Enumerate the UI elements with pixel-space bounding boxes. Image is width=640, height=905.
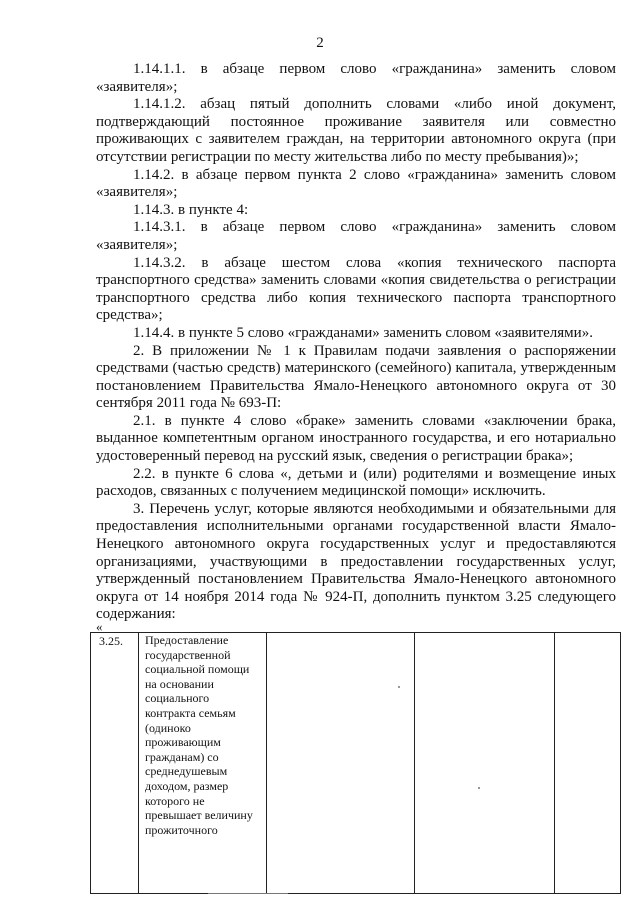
description-line: государственной xyxy=(145,647,231,662)
description-line: превышает величину xyxy=(145,808,253,823)
services-table xyxy=(90,632,621,894)
row-number-cell: 3.25. xyxy=(91,633,139,894)
paragraph-2: 2. В приложении № 1 к Правилам подачи заявления о распоряжении средствами (частью средств) материнского (семейного) капитала, утвержденным постановлением Правительства Ямало-Ненецкого автономного округа от 30 сентября 2011 года № 693-П: xyxy=(96,342,616,412)
description-line: доходом, размер xyxy=(145,778,229,793)
scan-speck xyxy=(398,686,400,688)
paragraph-3: 3. Перечень услуг, которые являются необходимыми и обязательными для предоставления исполнительными органами государственной власти Ямало-Ненецкого автономного округа государственных услуг и предоставляются организациями, участвующими в предоставлении государственных услуг, утвержденный постановлением Правительства Ямало-Ненецкого автономного округа от 14 ноября 2014 года № 924-П, дополнить пунктом 3.25 следующего содержания: xyxy=(96,500,616,623)
paragraph-2-1: 2.1. в пункте 4 слово «браке» заменить словами «заключении брака, выданное компетентным органом иностранного государства, и его нотариально удостоверенный перевод на русский язык, сведения о регистрации брака»; xyxy=(96,412,616,465)
description-line: проживающим xyxy=(145,735,221,750)
description-line: социальной помощи xyxy=(145,662,250,677)
paragraph-1-14-2: 1.14.2. в абзаце первом пункта 2 слово «гражданина» заменить словом «заявителя»; xyxy=(96,166,616,201)
paragraph-1-14-3: 1.14.3. в пункте 4: xyxy=(133,201,249,218)
page-number: 2 xyxy=(316,35,324,51)
description-line: прожиточного xyxy=(145,822,218,837)
description-line: (одиноко xyxy=(145,720,191,735)
description-line: на основании xyxy=(145,676,214,691)
scan-speck xyxy=(478,787,480,789)
document-body xyxy=(96,61,616,624)
paragraph-1-14-3-2: 1.14.3.2. в абзаце шестом слова «копия технического паспорта транспортного средства» заменить словами «копия свидетельства о регистрации транспортного средства либо копия технического паспорта транспортного средства»; xyxy=(96,254,616,324)
table-row xyxy=(91,633,621,894)
empty-cell-3 xyxy=(267,633,415,894)
scan-edge-mark xyxy=(208,893,288,902)
description-line: гражданам) со xyxy=(145,749,219,764)
description-line: которого не xyxy=(145,793,205,808)
description-line: Предоставление xyxy=(145,633,229,647)
paragraph-1-14-1-2: 1.14.1.2. абзац пятый дополнить словами «либо иной документ, подтверждающий постоянное проживание заявителя или совместно проживающих с заявителем граждан, на территории автономного округа (при отсутствии регистрации по месту жительства либо по месту пребывания)»; xyxy=(96,96,616,165)
empty-cell-4 xyxy=(415,633,555,894)
paragraph-2-2: 2.2. в пункте 6 слова «, детьми и (или) родителями и возмещение иных расходов, связанных с получением медицинской помощи» исключить. xyxy=(96,465,616,500)
description-line: социального xyxy=(145,691,210,706)
paragraph-1-14-3-1: 1.14.3.1. в абзаце первом слово «гражданина» заменить словом «заявителя»; xyxy=(96,219,616,253)
paragraph-1-14-1-1: 1.14.1.1. в абзаце первом слово «гражданина» заменить словом «заявителя»; xyxy=(96,61,616,95)
description-line: контракта семьям xyxy=(145,705,236,720)
description-line: среднедушевым xyxy=(145,764,228,779)
service-description-cell xyxy=(139,633,267,894)
paragraph-1-14-4: 1.14.4. в пункте 5 слово «гражданами» заменить словом «заявителями». xyxy=(133,324,593,341)
opening-quote-mark: « xyxy=(96,619,103,634)
empty-cell-5 xyxy=(555,633,621,894)
